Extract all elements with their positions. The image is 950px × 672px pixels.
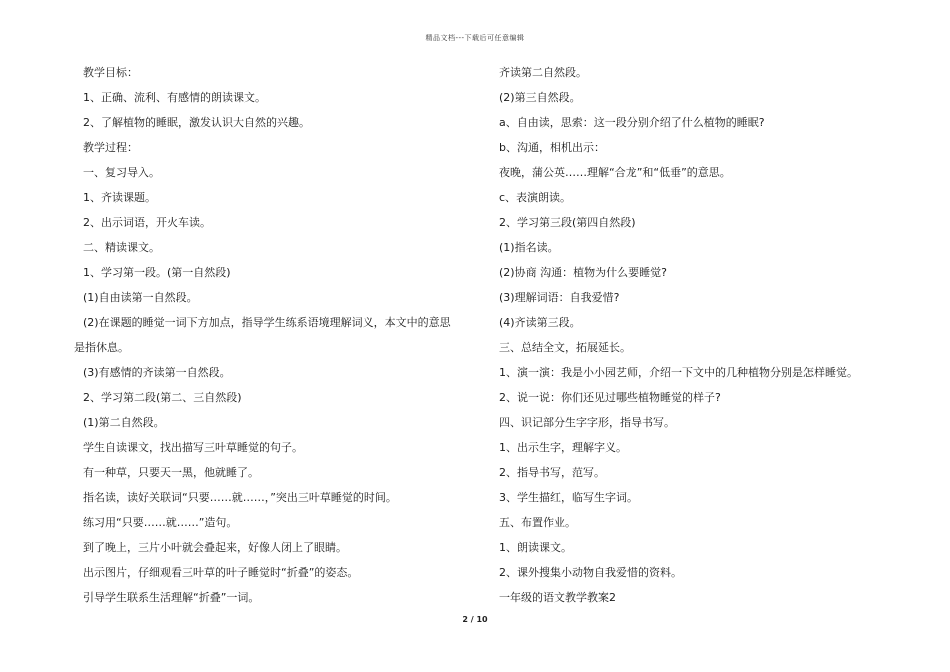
text-line: 2、课外搜集小动物自我爱惜的资料。	[499, 566, 682, 579]
page-number: 2 / 10	[462, 615, 488, 624]
page-header: 精品文档---下载后可任意编辑	[425, 34, 525, 42]
text-line: 2、指导书写，范写。	[499, 466, 605, 479]
text-line: 1、齐读课题。	[83, 191, 156, 204]
text-line: 2、出示词语，开火车读。	[83, 216, 211, 229]
text-line: 出示图片，仔细观看三叶草的叶子睡觉时“折叠”的姿态。	[83, 566, 359, 579]
text-line: 2、学习第三段(第四自然段)	[499, 216, 636, 229]
text-line: 二、精读课文。	[83, 241, 160, 254]
text-line: (1)第二自然段。	[83, 416, 165, 429]
text-line: 引导学生联系生活理解“折叠”一词。	[83, 591, 260, 604]
text-line: (1)指名读。	[499, 241, 559, 254]
text-line: 一年级的语文教学教案2	[499, 591, 616, 604]
text-line: 四、识记部分生字字形，指导书写。	[499, 416, 675, 429]
text-line: 一、复习导入。	[83, 166, 160, 179]
text-line: 有一种草，只要天一黑，他就睡了。	[83, 466, 259, 479]
text-line: a、自由读，思索：这一段分别介绍了什么植物的睡眠?	[499, 116, 765, 129]
text-line: (4)齐读第三段。	[499, 316, 581, 329]
text-line: 1、学习第一段。(第一自然段)	[83, 266, 231, 279]
text-line: (3)有感情的齐读第一自然段。	[83, 366, 231, 379]
text-line: 3、学生描红，临写生字词。	[499, 491, 638, 504]
text-line: 夜晚，蒲公英……理解“合龙”和“低垂”的意思。	[499, 166, 731, 179]
text-line: 三、总结全文，拓展延长。	[499, 341, 631, 354]
text-line: (1)自由读第一自然段。	[83, 291, 198, 304]
text-line: 练习用“只要……就……”造句。	[83, 516, 238, 529]
text-line: b、沟通，相机出示：	[499, 141, 605, 154]
text-line: 1、出示生字，理解字义。	[499, 441, 627, 454]
text-line: c、表演朗读。	[499, 191, 572, 204]
text-line: (3)理解词语：自我爱惜?	[499, 291, 620, 304]
text-line: 齐读第二自然段。	[499, 66, 587, 79]
text-line: 五、布置作业。	[499, 516, 576, 529]
text-line: 教学过程：	[83, 141, 138, 154]
text-line: 1、正确、流利、有感情的朗读课文。	[83, 91, 266, 104]
text-line: (2)协商 沟通：植物为什么要睡觉?	[499, 266, 667, 279]
text-line: 2、学习第二段(第二、三自然段)	[83, 391, 242, 404]
text-line: 学生自读课文，找出描写三叶草睡觉的句子。	[83, 441, 303, 454]
text-line: 1、朗读课文。	[499, 541, 572, 554]
text-line: 指名读，读好关联词“只要……就……，”突出三叶草睡觉的时间。	[83, 491, 397, 504]
text-line: (2)第三自然段。	[499, 91, 581, 104]
text-line: (2)在课题的睡觉一词下方加点，指导学生练系语境理解词义，本文中的意思	[83, 316, 451, 329]
text-line: 教学目标：	[83, 66, 138, 79]
text-line: 2、了解植物的睡眠，激发认识大自然的兴趣。	[83, 116, 310, 129]
text-line: 到了晚上，三片小叶就会叠起来，好像人闭上了眼睛。	[83, 541, 347, 554]
text-line: 是指休息。	[74, 341, 129, 354]
text-line: 2、说一说：你们还见过哪些植物睡觉的样子?	[499, 391, 721, 404]
text-line: 1、演一演：我是小小园艺师，介绍一下文中的几种植物分别是怎样睡觉。	[499, 366, 858, 379]
